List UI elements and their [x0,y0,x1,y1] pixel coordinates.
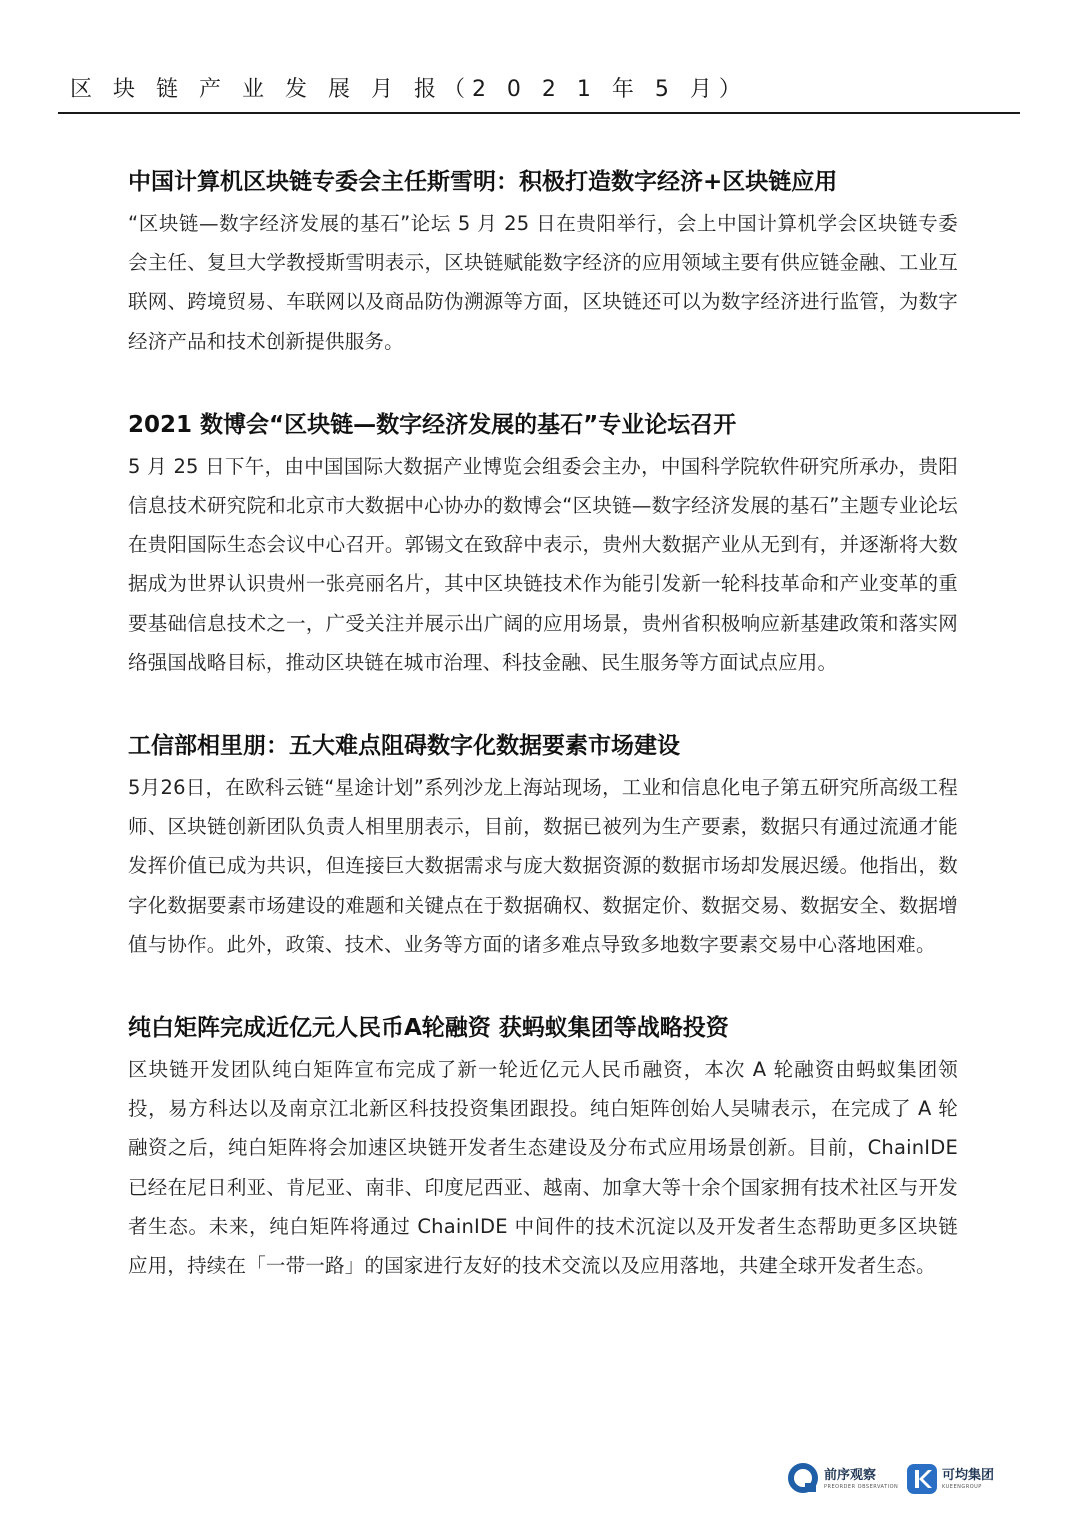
logo-subtitle: PREORDER OBSERVATION [824,1483,899,1490]
logo-name: 前序观察 [824,1467,877,1483]
article-body: 5月26日，在欧科云链“星途计划”系列沙龙上海站现场，工业和信息化电子第五研究所高级工程师、区块链创新团队负责人相里朋表示，目前，数据已被列为生产要素，数据只有通过流通才能发挥价值已成为共识，但连接巨大数据需求与庞大数据资源的数据市场却发展迟缓。他指出，数字化数据要素市场建设的难题和关键点在于数据确权、数据定价、数据交易、数据安全、数据增值与协作。此外，政策、技术、业务等方面的诸多难点导致多地数字要素交易中心落地困难。 [128,776,958,956]
preorder-logo [788,1463,898,1495]
article [128,162,958,361]
article [128,405,958,682]
article-headline: 2021 数博会“区块链—数字经济发展的基石”专业论坛召开 [128,411,737,438]
article-body: 区块链开发团队纯白矩阵宣布完成了新一轮近亿元人民币融资，本次 A 轮融资由蚂蚁集团领投，易方科达以及南京江北新区科技投资集团跟投。纯白矩阵创始人吴啸表示，在完成了 A 轮融资之后，纯白矩阵将会加速区块链开发者生态建设及分布式应用场景创新。目前，ChainIDE 已经在尼日利亚、肯尼亚、南非、印度尼西亚、越南、加拿大等十余个国家拥有技术社区与开发者生态。未来，纯白矩阵将通过 ChainIDE 中间件的技术沉淀以及开发者生态帮助更多区块链应用，持续在「一带一路」的国家进行友好的技术交流以及应用落地，共建全球开发者生态。 [128,1058,958,1278]
article-body: 5 月 25 日下午，由中国国际大数据产业博览会组委会主办，中国科学院软件研究所承办，贵阳信息技术研究院和北京市大数据中心协办的数博会“区块链—数字经济发展的基石”主题专业论坛在贵阳国际生态会议中心召开。郭锡文在致辞中表示，贵州大数据产业从无到有，并逐渐将大数据成为世界认识贵州一张亮丽名片，其中区块链技术作为能引发新一轮科技革命和产业变革的重要基础信息技术之一，广受关注并展示出广阔的应用场景，贵州省积极响应新基建政策和落实网络强国战略目标，推动区块链在城市治理、科技金融、民生服务等方面试点应用。 [128,454,958,674]
article [128,1008,958,1285]
logo-name: 可均集团 [942,1467,995,1483]
article-headline: 中国计算机区块链专委会主任斯雪明：积极打造数字经济+区块链应用 [128,169,838,195]
article-headline: 工信部相里朋：五大难点阻碍数字化数据要素市场建设 [128,733,680,760]
logo-subtitle: KUEENGROUP [942,1483,982,1490]
q-logo-icon [788,1463,820,1495]
k-logo-icon [906,1463,938,1495]
article-body: “区块链—数字经济发展的基石”论坛 5 月 25 日在贵阳举行，会上中国计算机学会区块链专委会主任、复旦大学教授斯雪明表示，区块链赋能数字经济的应用领域主要有供应链金融、工业互联网、跨境贸易、车联网以及商品防伪溯源等方面，区块链还可以为数字经济进行监管，为数字经济产品和技术创新提供服务。 [128,212,958,353]
article [128,726,958,964]
article-headline: 纯白矩阵完成近亿元人民币A轮融资 获蚂蚁集团等战略投资 [128,1015,729,1042]
header-divider [58,112,1020,114]
footer-logos [788,1463,1020,1507]
article-list [128,162,958,1329]
report-title: 区 块 链 产 业 发 展 月 报（2 0 2 1 年 5 月） [70,77,748,102]
kueen-logo [906,1463,994,1495]
